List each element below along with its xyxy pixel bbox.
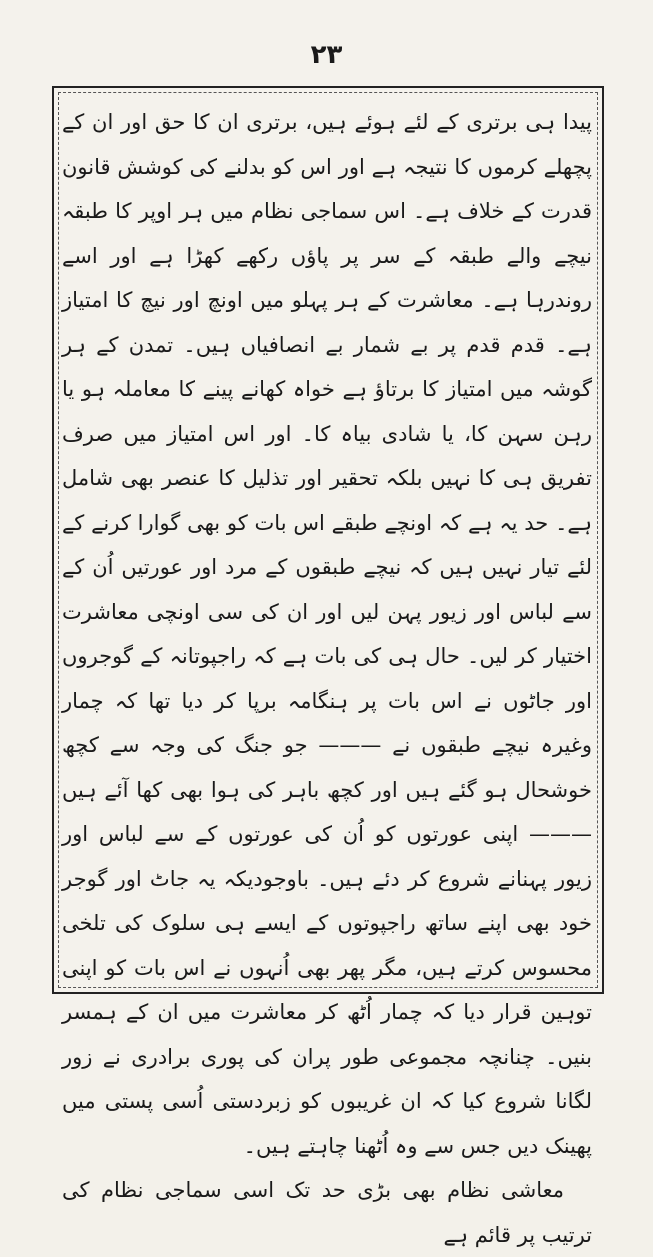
page-number: ۲۳ [310,40,343,70]
body-text [62,100,592,1247]
paragraph-1: پیدا ہی برتری کے لئے ہوئے ہیں، برتری ان کا حق اور ان کے پچھلے کرموں کا نتیجہ ہے اور اس کو بدلنے کی کوشش قانون قدرت کے خلاف ہے۔ اس سماجی نظام میں ہر اوپر کا طبقہ نیچے والے طبقہ کے سر پر پاؤں رکھے کھڑا ہے اور اسے روندرہا ہے۔ معاشرت کے ہر پہلو میں اونچ اور نیچ کا امتیاز ہے۔ قدم قدم پر بے شمار بے انصافیاں ہیں۔ تمدن کے ہر گوشہ میں امتیاز کا برتاؤ ہے خواہ کھانے پینے کا معاملہ ہو یا رہن سہن کا، یا شادی بیاہ کا۔ اور اس امتیاز میں صرف تفریق ہی کا نہیں بلکہ تحقیر اور تذلیل کا عنصر بھی شامل ہے۔ حد یہ ہے کہ اونچے طبقے اس بات کو بھی گوارا کرنے کے لئے تیار نہیں ہیں کہ نیچے طبقوں کے مرد اور عورتیں اُن کے سے لباس اور زیور پہن لیں اور ان کی سی اونچی معاشرت اختیار کر لیں۔ حال ہی کی بات ہے کہ راجپوتانہ کے گوجروں اور جاٹوں نے اس بات پر ہنگامہ برپا کر دیا تھا کہ چمار وغیرہ نیچے طبقوں نے ——— جو جنگ کی وجہ سے کچھ خوشحال ہو گئے ہیں اور کچھ باہر کی ہوا بھی کھا آئے ہیں ——— اپنی عورتوں کو اُن کی عورتوں کے سے لباس اور زیور پہنانے شروع کر دئے ہیں۔ باوجودیکہ یہ جاٹ اور گوجر خود بھی اپنے ساتھ راجپوتوں کے ایسے ہی سلوک کی تلخی محسوس کرتے ہیں، مگر پھر بھی اُنہوں نے اس بات کو اپنی توہین قرار دیا کہ چمار اُٹھ کر معاشرت میں ان کے ہمسر بنیں۔ چنانچہ مجموعی طور پران کی پوری برادری نے زور لگانا شروع کیا کہ ان غریبوں کو زبردستی اُسی پستی میں پھینک دیں جس سے وہ اُٹھنا چاہتے ہیں۔ [62,110,592,1158]
paragraph-2: معاشی نظام بھی بڑی حد تک اسی سماجی نظام کی ترتیب پر قائم ہے [62,1178,592,1247]
